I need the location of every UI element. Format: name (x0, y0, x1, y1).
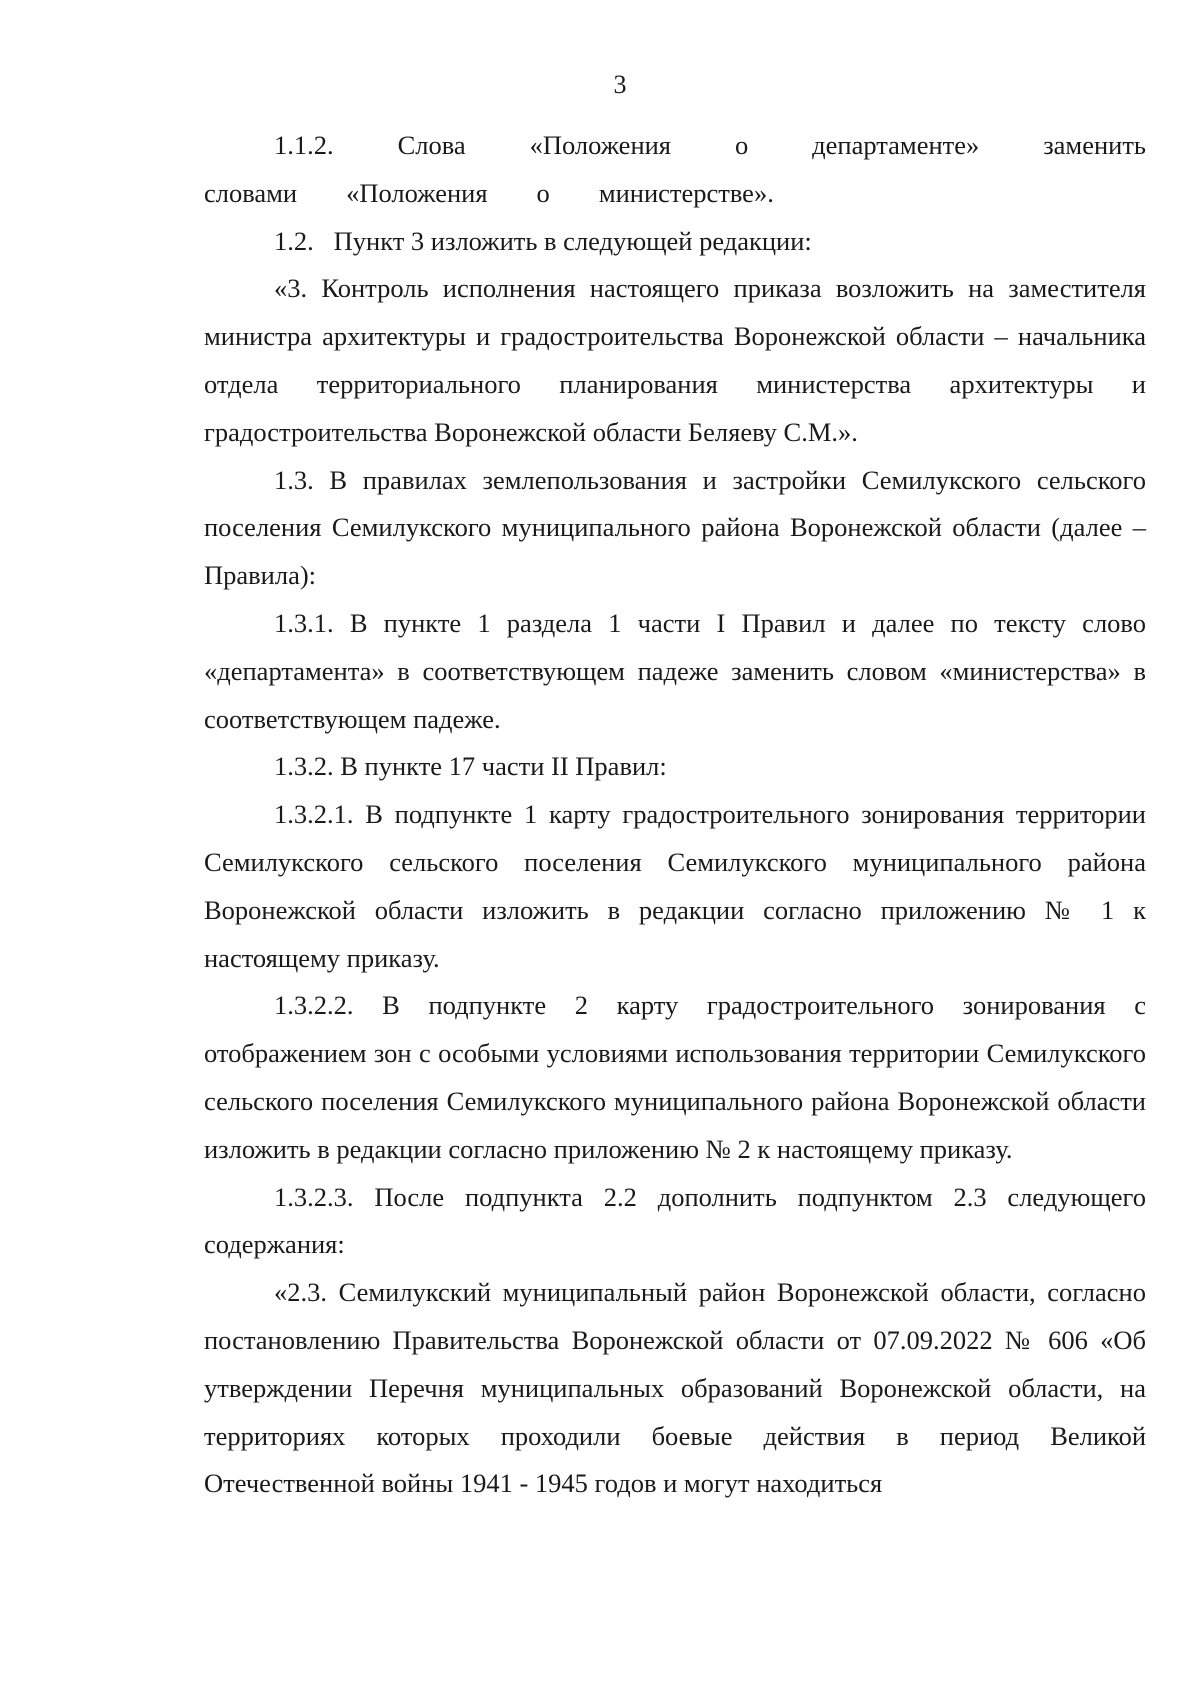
document-body (204, 122, 1146, 1508)
page-number: 3 (613, 70, 627, 99)
paragraph-1-3-2: 1.3.2. В пункте 17 части II Правил: (274, 751, 667, 782)
paragraph-1-3-2-1: 1.3.2.1. В подпункте 1 карту градостроительного зонирования территории Семилукского сельского поселения Семилукского муниципального района Воронежской области изложить в редакции согласно приложению № 1 к настоящему приказу. (204, 799, 1146, 973)
paragraph-1-3: 1.3. В правилах землепользования и застройки Семилукского сельского поселения Семилукского муниципального района Воронежской области (далее – Правила): (204, 464, 1146, 591)
paragraph-2-3-quote: «2.3. Семилукский муниципальный район Воронежской области, согласно постановлению Правительства Воронежской области от 07.09.2022 № 606 «Об утверждении Перечня муниципальных образований Воронежской области, на территориях которых проходили боевые действия в период Великой Отечественной войны 1941 - 1945 годов и могут находиться (204, 1277, 1146, 1499)
paragraph-1-3-1: 1.3.1. В пункте 1 раздела 1 части I Правил и далее по тексту слово «департамента» в соответствующем падеже заменить словом «министерства» в соответствующем падеже. (204, 607, 1146, 734)
paragraph-1-1-2: 1.1.2. Слова «Положения о департаменте» заменить словами «Положения о министерстве». (204, 130, 1146, 208)
paragraph-1-3-2-3: 1.3.2.3. После подпункта 2.2 дополнить подпунктом 2.3 следующего содержания: (204, 1181, 1146, 1260)
paragraph-1-3-2-2: 1.3.2.2. В подпункте 2 карту градостроительного зонирования с отображением зон с особыми условиями использования территории Семилукского сельского поселения Семилукского муниципального района Воронежской области изложить в редакции согласно приложению № 2 к настоящему приказу. (204, 990, 1146, 1164)
paragraph-3-quote: «3. Контроль исполнения настоящего приказа возложить на заместителя министра архитектуры и градостроительства Воронежской области – начальника отдела территориального планирования министерства архитектуры и градостроительства Воронежской области Беляеву С.М.». (204, 273, 1146, 447)
paragraph-1-2: 1.2. Пункт 3 изложить в следующей редакции: (274, 225, 812, 256)
